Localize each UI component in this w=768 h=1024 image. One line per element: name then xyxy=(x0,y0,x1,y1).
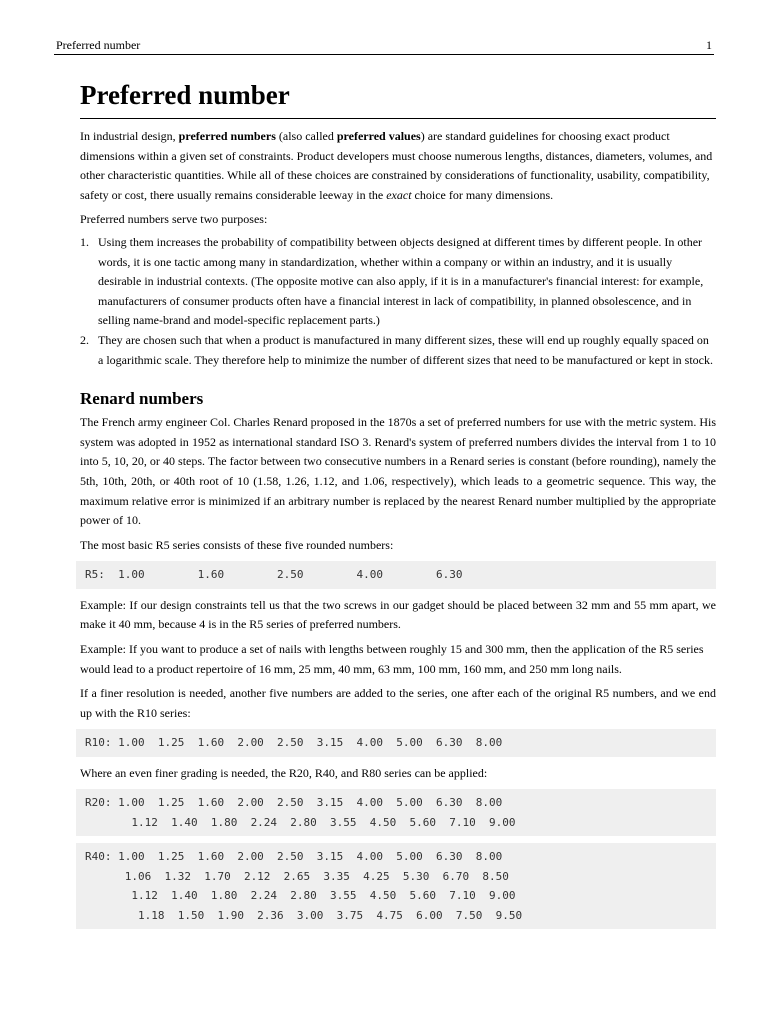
intro-text-4: choice for many dimensions. xyxy=(411,187,554,202)
example-screws-paragraph: Example: If our design constraints tell us that the two screws in our gadget should be placed between 32 mm and 55 mm apart, we make it 40 mm, because 4 is in the R5 series of preferred numbers. xyxy=(80,597,716,632)
list-item-text: They are chosen such that when a product is manufactured in many different sizes, these will end up roughly equally spaced on a logarithmic scale. They therefore help to minimize the number of different sizes that need to be manufactured or kept in stock. xyxy=(98,332,714,367)
intro-bold-preferred-numbers: preferred numbers xyxy=(178,129,276,143)
purposes-intro: Preferred numbers serve two purposes: xyxy=(80,212,268,227)
finer-grading-paragraph: Where an even finer grading is needed, the R20, R40, and R80 series can be applied: xyxy=(80,765,488,780)
r20-series-box: R20: 1.00 1.25 1.60 2.00 2.50 3.15 4.00 5.00 6.30 8.00 1.12 1.40 1.80 2.24 2.80 3.55 4.50 5.60 7.10 9.00 xyxy=(76,789,716,836)
intro-bold-preferred-values: preferred values xyxy=(336,129,421,143)
page-title: Preferred number xyxy=(80,78,716,119)
finer-resolution-paragraph: If a finer resolution is needed, another five numbers are added to the series, one after each of the original R5 numbers, and we end up with the R10 series: xyxy=(80,686,716,720)
purposes-list xyxy=(80,233,716,370)
intro-text-2: (also called xyxy=(275,129,337,143)
section-heading-renard: Renard numbers xyxy=(80,389,204,409)
r10-series-box: R10: 1.00 1.25 1.60 2.00 2.50 3.15 4.00 5.00 6.30 8.00 xyxy=(76,729,716,757)
list-item-number: 1. xyxy=(80,234,89,249)
running-header-title: Preferred number xyxy=(56,38,141,52)
r40-series-box: R40: 1.00 1.25 1.60 2.00 2.50 3.15 4.00 5.00 6.30 8.00 1.06 1.32 1.70 2.12 2.65 3.35 4.25 5.30 6.70 8.50 1.12 1.40 1.80 2.24 2.80 3.55 4.50 5.60 7.10 9.00 1.18 1.50 1.90 2.36 3.00 3.75 4.75 6.00 7.50 9.50 xyxy=(76,843,716,929)
intro-italic-exact: exact xyxy=(386,187,412,202)
intro-text-1: In industrial design, xyxy=(80,129,179,143)
example-nails-paragraph: Example: If you want to produce a set of nails with lengths between roughly 15 and 300 mm, then the application of the R5 series would lead to a product repertoire of 16 mm, 25 mm, 40 mm, 63 mm, 100 mm, 160 mm, and 250 mm long nails. xyxy=(80,641,704,676)
list-item-number: 2. xyxy=(80,332,89,347)
list-item xyxy=(80,331,716,370)
page-number: 1 xyxy=(706,38,712,52)
list-item xyxy=(80,233,716,331)
renard-paragraph-1: The French army engineer Col. Charles Renard proposed in the 1870s a set of preferred numbers for use with the metric system. His system was adopted in 1952 as international standard ISO 3. Renard's system of preferred numbers divides the interval from 1 to 10 into 5, 10, 20, or 40 steps. The factor between two consecutive numbers in a Renard series is constant (before rounding), namely the 5th, 10th, 20th, or 40th root of 10 (1.58, 1.26, 1.12, and 1.06, respectively), which leads to a geometric sequence. This way, the maximum relative error is minimized if an arbitrary number is replaced by the nearest Renard number multiplied by the appropriate power of 10. xyxy=(80,415,716,528)
running-header xyxy=(54,37,714,55)
renard-paragraph-2: The most basic R5 series consists of these five rounded numbers: xyxy=(80,537,394,552)
intro-paragraph xyxy=(80,127,716,205)
r5-series-box: R5: 1.00 1.60 2.50 4.00 6.30 xyxy=(76,561,716,589)
list-item-text: Using them increases the probability of compatibility between objects designed at different times by different people. In other words, it is one tactic among many in standardization, whether within a company or within an industry, and it is usually desirable in industrial contexts. (The opposite motive can also apply, if it is in a manufacturer's financial interest: for example, manufacturers of consumer products often have a financial interest in lack of compatibility, in planned obsolescence, and in selling name-brand and model-specific replacement parts.) xyxy=(98,234,704,328)
intro-text-3: ) are standard guidelines for choosing exact product dimensions within a given set of constraints. Product developers must choose numerous lengths, distances, diameters, volumes, and other characteristic quantities. While all of these choices are constrained by considerations of functionality, usability, compatibility, safety or cost, there usually remains considerable leeway in the xyxy=(80,129,713,202)
article-body xyxy=(80,78,716,936)
